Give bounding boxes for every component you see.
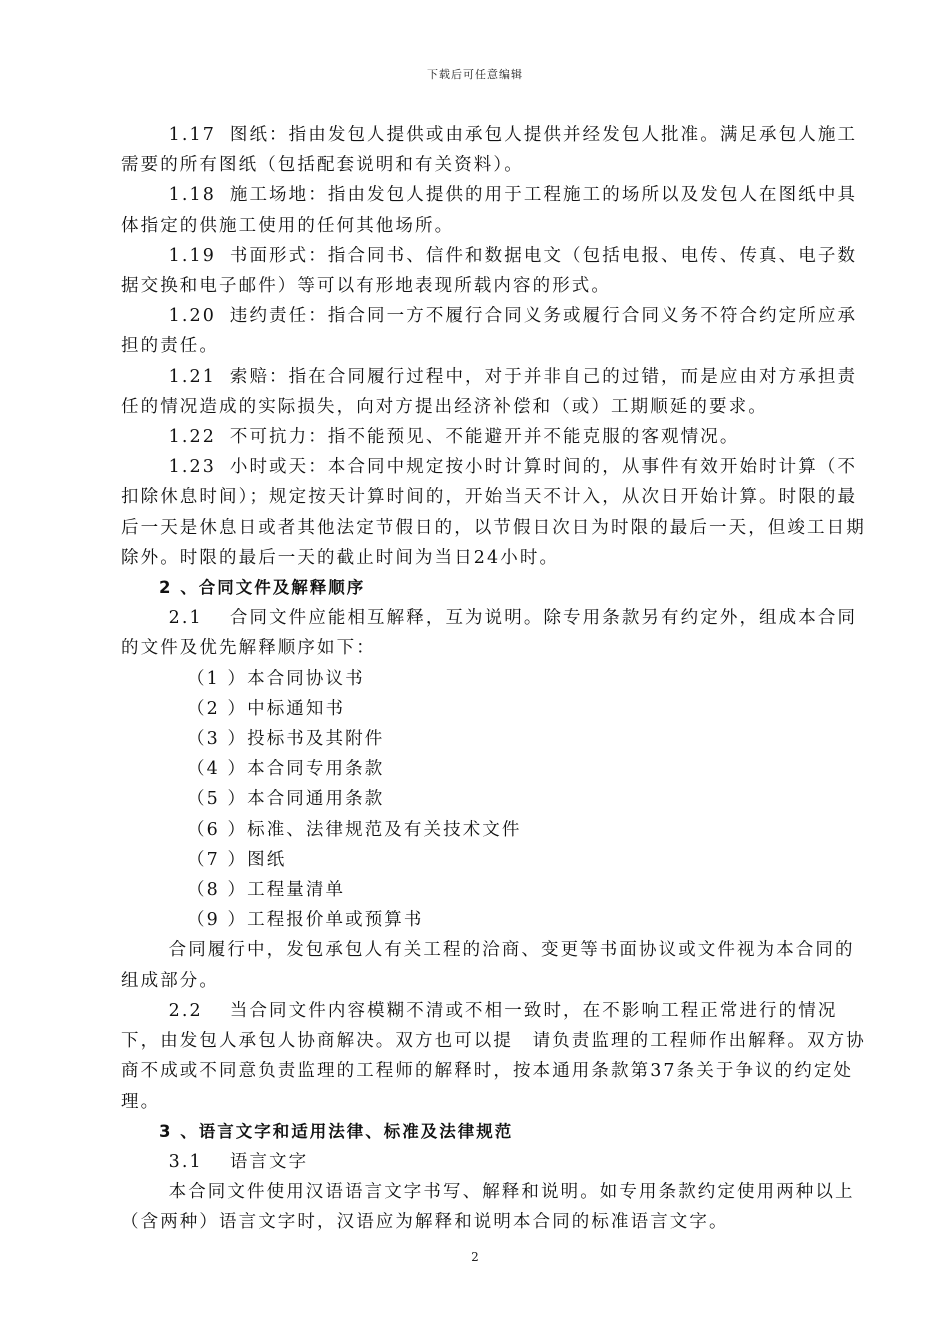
clause-2-1: [121, 603, 871, 663]
section-heading-3: 3 、语言文字和适用法律、标准及法律规范: [159, 1121, 514, 1141]
document-body: [121, 120, 871, 1238]
clause-1-20: [121, 301, 871, 361]
paragraph-after-list: 合同履行中，发包承包人有关工程的洽商、变更等书面协议或文件视为本合同的组成部分。: [121, 940, 855, 991]
clause-number: 3.1: [168, 1151, 203, 1172]
clause-text: 合同文件应能相互解释，互为说明。除专用条款另有约定外，组成本合同的文件及优先解释顺序如下：: [121, 608, 858, 659]
clause-1-17: [121, 120, 871, 180]
paragraph-3-1: 本合同文件使用汉语语言文字书写、解释和说明。如专用条款约定使用两种以上（含两种）语言文字时，汉语应为解释和说明本合同的标准语言文字。: [121, 1182, 855, 1233]
clause-text: 语言文字: [229, 1151, 309, 1172]
list-item: （1 ）本合同协议书: [187, 668, 365, 689]
list-item: （5 ）本合同通用条款: [187, 789, 385, 810]
clause-number: 1.21: [168, 366, 216, 387]
clause-number: 2.1: [168, 608, 203, 629]
clause-3-1: [121, 1147, 871, 1177]
clause-number: 1.23: [168, 457, 216, 478]
clause-number: 1.18: [168, 185, 216, 206]
list-item: （9 ）工程报价单或预算书: [187, 910, 424, 931]
page-number: 2: [471, 1250, 479, 1264]
list-item: （3 ）投标书及其附件: [187, 729, 385, 750]
list-item: （4 ）本合同专用条款: [187, 759, 385, 780]
clause-number: 2.2: [168, 1000, 203, 1021]
clause-number: 1.19: [168, 245, 216, 266]
list-item: （6 ）标准、法律规范及有关技术文件: [187, 819, 522, 840]
clause-text: 小时或天：本合同中规定按小时计算时间的，从事件有效开始时计算（不扣除休息时间）；规定按天计算时间的，开始当天不计入，从次日开始计算。时限的最后一天是休息日或者其他法定节假日的，以节假日次日为时限的最后一天，但竣工日期除外。时限的最后一天的截止时间为当日24小时。: [121, 457, 866, 568]
clause-text: 索赔：指在合同履行过程中，对于并非自己的过错，而是应由对方承担责任的情况造成的实际损失，向对方提出经济补偿和（或）工期顺延的要求。: [121, 366, 858, 417]
page-header: 下载后可任意编辑: [427, 68, 523, 81]
clause-number: 1.20: [168, 306, 216, 327]
clause-text: 施工场地：指由发包人提供的用于工程施工的场所以及发包人在图纸中具体指定的供施工使用的任何其他场所。: [121, 185, 858, 236]
clause-1-18: [121, 180, 871, 240]
clause-text: 不可抗力：指不能预见、不能避开并不能克服的客观情况。: [229, 427, 740, 448]
clause-1-19: [121, 241, 871, 301]
clause-text: 当合同文件内容模糊不清或不相一致时，在不影响工程正常进行的情况下，由发包人承包人协商解决。双方也可以提 请负责监理的工程师作出解释。双方协商不成或不同意负责监理的工程师的解释时，按本通用条款第37条关于争议的约定处理。: [121, 1000, 866, 1112]
clause-number: 1.17: [168, 125, 216, 145]
clause-1-22: [121, 422, 871, 452]
list-item: （8 ）工程量清单: [187, 880, 346, 901]
clause-1-23: [121, 452, 871, 573]
list-item: （7 ）图纸: [187, 849, 287, 870]
clause-text: 图纸：指由发包人提供或由承包人提供并经发包人批准。满足承包人施工需要的所有图纸（包括配套说明和有关资料）。: [121, 125, 858, 176]
section-heading-2: 2 、合同文件及解释顺序: [159, 578, 366, 598]
list-item: （2 ）中标通知书: [187, 698, 346, 719]
clause-text: 书面形式：指合同书、信件和数据电文（包括电报、电传、传真、电子数据交换和电子邮件）等可以有形地表现所载内容的形式。: [121, 245, 858, 297]
clause-2-2: [121, 996, 871, 1117]
clause-text: 违约责任：指合同一方不履行合同义务或履行合同义务不符合约定所应承担的责任。: [121, 306, 858, 357]
clause-1-21: [121, 362, 871, 422]
clause-number: 1.22: [168, 427, 216, 448]
